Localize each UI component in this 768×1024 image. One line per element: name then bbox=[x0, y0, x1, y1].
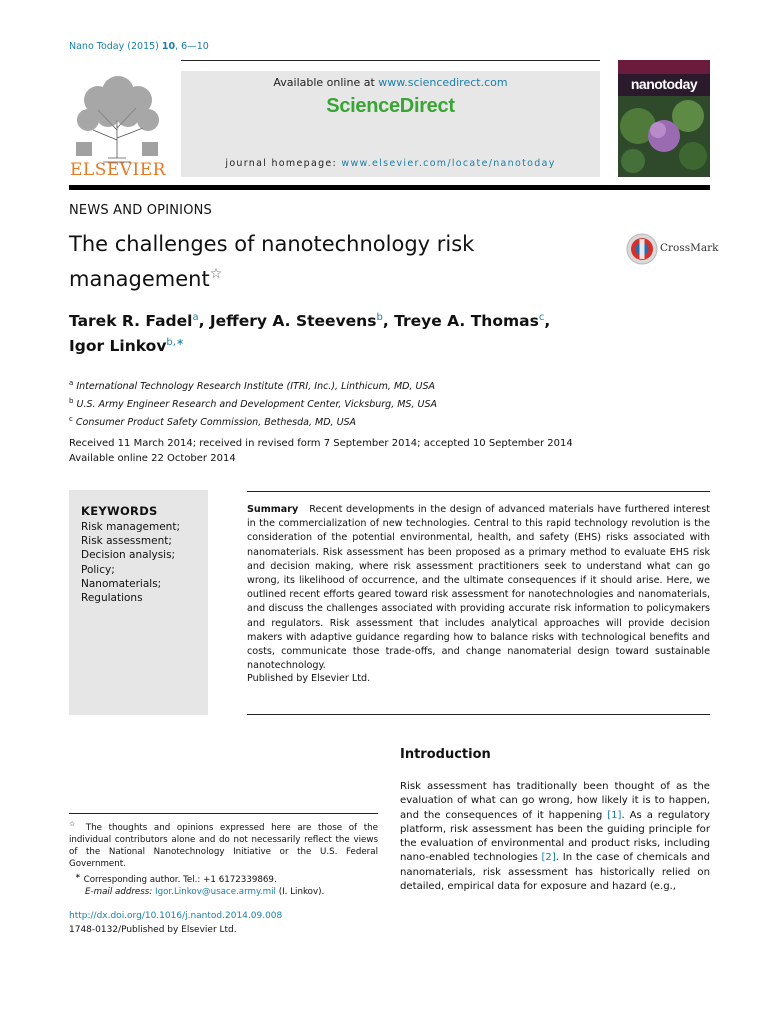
reference-link[interactable]: [1] bbox=[607, 809, 622, 821]
footnote-email bbox=[69, 886, 378, 898]
email-suffix: (I. Linkov). bbox=[275, 886, 325, 897]
journal-citation bbox=[69, 41, 209, 52]
footnote-rule bbox=[69, 813, 378, 814]
keywords-heading: KEYWORDS bbox=[81, 504, 158, 518]
keyword-item: Risk management; bbox=[81, 521, 180, 533]
keywords-list bbox=[81, 520, 180, 605]
affiliation bbox=[69, 394, 437, 412]
publisher-wordmark: ELSEVIER bbox=[70, 160, 166, 180]
author-affil-mark[interactable]: c bbox=[538, 312, 545, 323]
author-name[interactable]: Jeffery A. Steevens bbox=[209, 312, 377, 331]
footnote-mark: ☆ bbox=[69, 820, 80, 828]
article-title bbox=[69, 229, 609, 294]
published-by: Published by Elsevier Ltd. bbox=[247, 673, 371, 684]
journal-homepage-link[interactable]: www.elsevier.com/locate/nanotoday bbox=[341, 158, 556, 169]
intro-text-part: . As a regulatory platform, risk assessment has been the guiding principle for the evaluation of environmental and product risks, including nano-enabled technologies bbox=[400, 809, 710, 864]
sciencedirect-link[interactable]: www.sciencedirect.com bbox=[378, 76, 508, 89]
email-link[interactable]: Igor.Linkov@usace.army.mil bbox=[155, 886, 276, 897]
journal-cover bbox=[618, 60, 710, 177]
footnote-disclaimer bbox=[69, 818, 378, 870]
introduction-heading: Introduction bbox=[400, 747, 491, 762]
author-affil-mark[interactable]: b bbox=[376, 312, 383, 323]
available-online-line bbox=[181, 76, 600, 89]
author-name[interactable]: Tarek R. Fadel bbox=[69, 312, 193, 331]
title-footnote-mark[interactable]: ☆ bbox=[209, 266, 223, 282]
corresponding-text: Corresponding author. Tel.: +1 6172339869. bbox=[80, 874, 277, 885]
author-name[interactable]: Igor Linkov bbox=[69, 337, 167, 356]
available-online-date: Available online 22 October 2014 bbox=[69, 453, 236, 464]
footnotes bbox=[69, 818, 378, 898]
affiliation-mark: c bbox=[69, 415, 73, 424]
intro-text-part: Risk assessment has traditionally been thought of as the evaluation of what can go wrong, how likely it is to happen, and the consequences of it happening bbox=[400, 781, 710, 821]
citation-journal: Nano Today (2015) bbox=[69, 41, 159, 52]
cover-top-band bbox=[618, 60, 710, 74]
homepage-prefix: journal homepage: bbox=[225, 158, 342, 169]
footnote-corresponding bbox=[69, 870, 378, 886]
author-affil-mark[interactable]: a bbox=[192, 312, 199, 323]
affiliation-mark: b bbox=[69, 397, 74, 406]
header-rule bbox=[181, 60, 600, 61]
article-section: NEWS AND OPINIONS bbox=[69, 203, 213, 218]
summary-text: Recent developments in the design of advanced materials have furthered interest in the commercialization of new technologies. Central to this rapid technology revolution is the consideration of the potential environmental, health, and safety (EHS) risks associated with nanomaterials. Risk assessment has been proposed as a primary method to evaluate EHS risk and decision making, where risk assessment practitioners seek to understand what can go wrong, its likelihood of occurrence, and the ultimate consequences if it should arise. Here, we outlined recent efforts geared toward risk assessment for nanotechnologies and nanomaterials, and discuss the challenges associated with providing accurate risk information to policymakers and regulators. Risk assessment that includes analytical approaches will provide decision makers with adaptive guidance regarding how to balance risks with technological benefits and costs, communicate those trade-offs, and change nanomaterial design toward sustainable nanotechnology. bbox=[247, 504, 710, 672]
keyword-item: Regulations bbox=[81, 592, 143, 605]
corresponding-mark: ∗ bbox=[75, 871, 81, 880]
sciencedirect-brand: ScienceDirect bbox=[326, 95, 455, 117]
summary-label: Summary bbox=[247, 504, 299, 515]
available-prefix: Available online at bbox=[273, 76, 379, 89]
affiliation-mark: a bbox=[69, 379, 74, 387]
article-dates bbox=[69, 436, 573, 466]
affiliation bbox=[69, 376, 437, 394]
keyword-item: Nanomaterials; bbox=[81, 577, 162, 590]
cover-title: nanotoday bbox=[630, 76, 698, 92]
summary-rule-bottom bbox=[247, 714, 710, 715]
affiliation-text: Consumer Product Safety Commission, Bethesda, MD, USA bbox=[75, 417, 357, 429]
doi-link[interactable]: http://dx.doi.org/10.1016/j.nantod.2014.09.008 bbox=[69, 911, 283, 921]
intro-text-part: . In the case of chemicals and nanomaterials, risk assessment has historically relied on detailed, empirical data for exposure and hazard (e.g., bbox=[400, 852, 711, 893]
summary-rule-top bbox=[247, 491, 710, 492]
title-line-1: The challenges of nanotechnology risk bbox=[69, 232, 475, 256]
author-list: Tarek R. Fadel$^a$, Jeffery A. Steevens$^b$, Treye A. Thomas$^c$, Igor Linkov$^{b,∗}$ bbox=[69, 312, 551, 356]
keyword-item: Decision analysis; bbox=[81, 549, 176, 562]
cover-image bbox=[618, 96, 710, 177]
footnote-text: The thoughts and opinions expressed here are those of the individual contributors alone and do not necessarily reflect the views of the National Nanotechnology Initiative or the U.S. Federal Government. bbox=[69, 822, 379, 869]
keyword-item: Risk assessment; bbox=[81, 535, 172, 548]
reference-link[interactable]: [2] bbox=[541, 852, 556, 864]
journal-homepage-line bbox=[181, 158, 600, 169]
citation-volume: 10 bbox=[161, 41, 176, 52]
affiliation-text: International Technology Research Institute (ITRI, Inc.), Linthicum, MD, USA bbox=[76, 381, 435, 393]
affiliation bbox=[69, 412, 437, 430]
author-affil-mark[interactable]: b,∗ bbox=[166, 337, 185, 349]
summary-abstract bbox=[247, 503, 710, 673]
header-thick-rule bbox=[69, 185, 710, 190]
received-dates: Received 11 March 2014; received in revised form 7 September 2014; accepted 10 September 2014 bbox=[69, 438, 573, 449]
issn-line: 1748-0132/Published by Elsevier Ltd. bbox=[69, 925, 237, 935]
keyword-item: Policy; bbox=[81, 563, 115, 576]
title-line-2: management bbox=[69, 267, 210, 291]
crossmark-label[interactable]: CrossMark bbox=[660, 242, 719, 254]
affiliations bbox=[69, 376, 437, 430]
affiliation-text: U.S. Army Engineer Research and Development Center, Vicksburg, MS, USA bbox=[76, 399, 437, 411]
citation-pages: , 6—10 bbox=[175, 41, 209, 52]
email-label: E-mail address: bbox=[85, 886, 156, 897]
author-name[interactable]: Treye A. Thomas bbox=[394, 312, 539, 331]
introduction-text bbox=[400, 780, 710, 894]
